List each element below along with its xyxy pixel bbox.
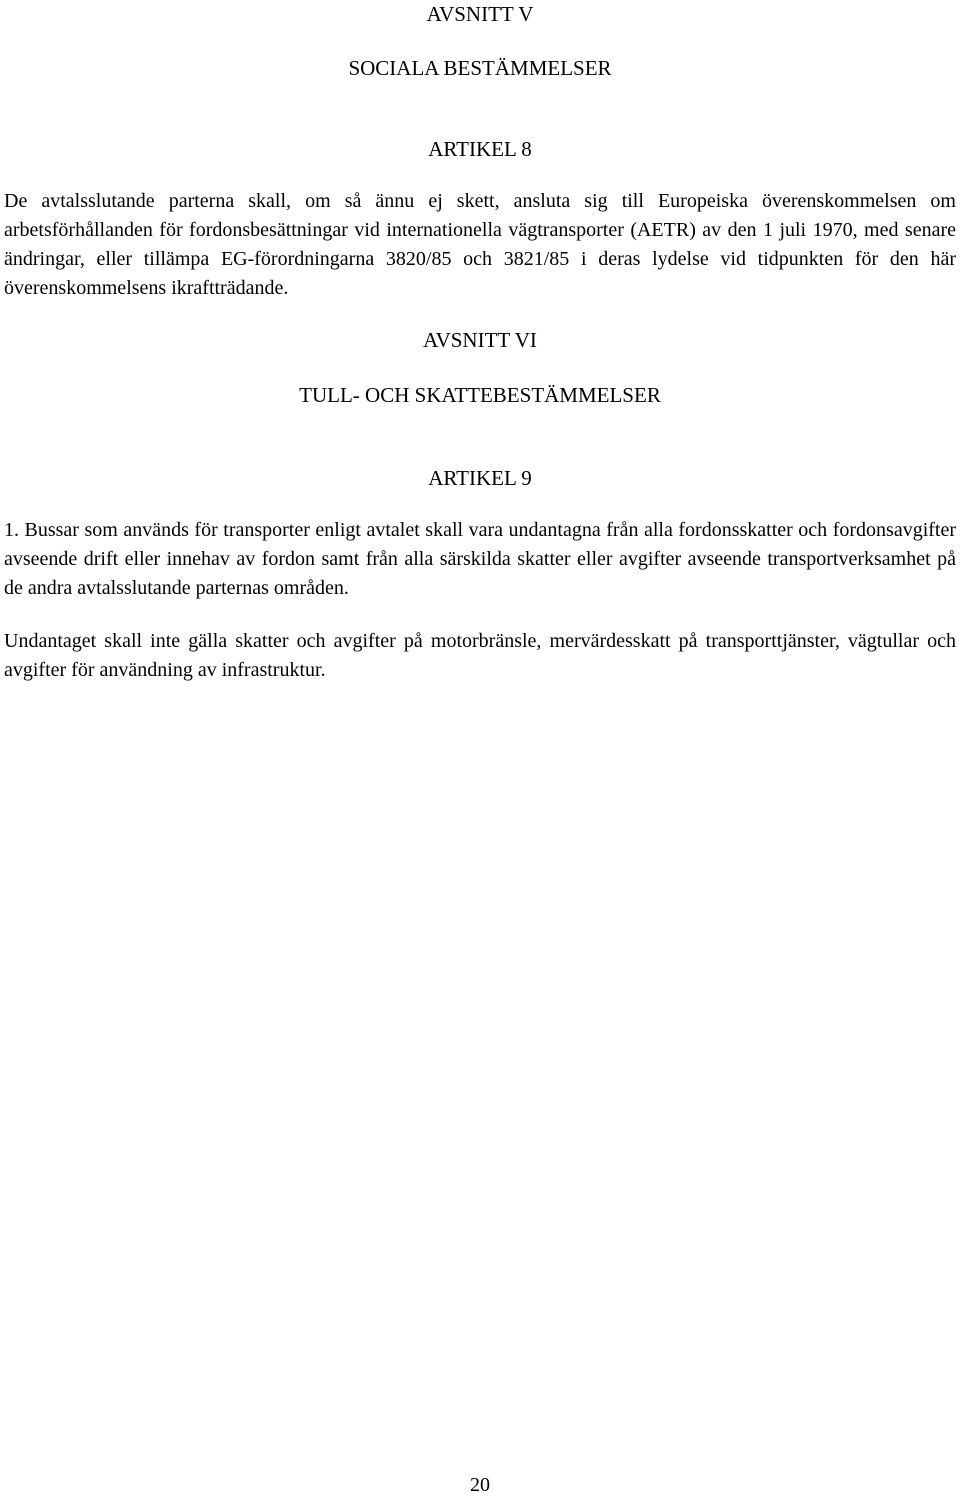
article-9-paragraph-2: Undantaget skall inte gälla skatter och avgifter på motorbränsle, mervärdesskatt på transporttjänster, vägtullar och avgifter för användning av infrastruktur. bbox=[4, 630, 956, 681]
page-number: 20 bbox=[470, 1474, 490, 1496]
article-8-heading: ARTIKEL 8 bbox=[428, 137, 532, 161]
section-6-title: TULL- OCH SKATTEBESTÄMMELSER bbox=[299, 383, 661, 407]
section-5-label: AVSNITT V bbox=[426, 2, 534, 26]
article-9-paragraph-1: 1. Bussar som används för transporter enligt avtalet skall vara undantagna från alla fordonsskatter och fordonsavgifter avseende drift eller innehav av fordon samt från alla särskilda skatter eller avgifter avseende transportverksamhet på de andra avtalsslutande parternas områden. bbox=[4, 519, 956, 599]
section-6-label: AVSNITT VI bbox=[423, 328, 537, 352]
article-9-heading: ARTIKEL 9 bbox=[428, 466, 532, 490]
article-8-paragraph: De avtalsslutande parterna skall, om så ännu ej skett, ansluta sig till Europeiska överenskommelsen om arbetsförhållanden för fordonsbesättningar vid internationella vägtransporter (AETR) av den 1 juli 1970, med senare ändringar, eller tillämpa EG-förordningarna 3820/85 och 3821/85 i deras lydelse vid tidpunkten för den här överenskommelsens ikraftträdande. bbox=[4, 190, 956, 299]
section-5-title: SOCIALA BESTÄMMELSER bbox=[348, 56, 612, 80]
